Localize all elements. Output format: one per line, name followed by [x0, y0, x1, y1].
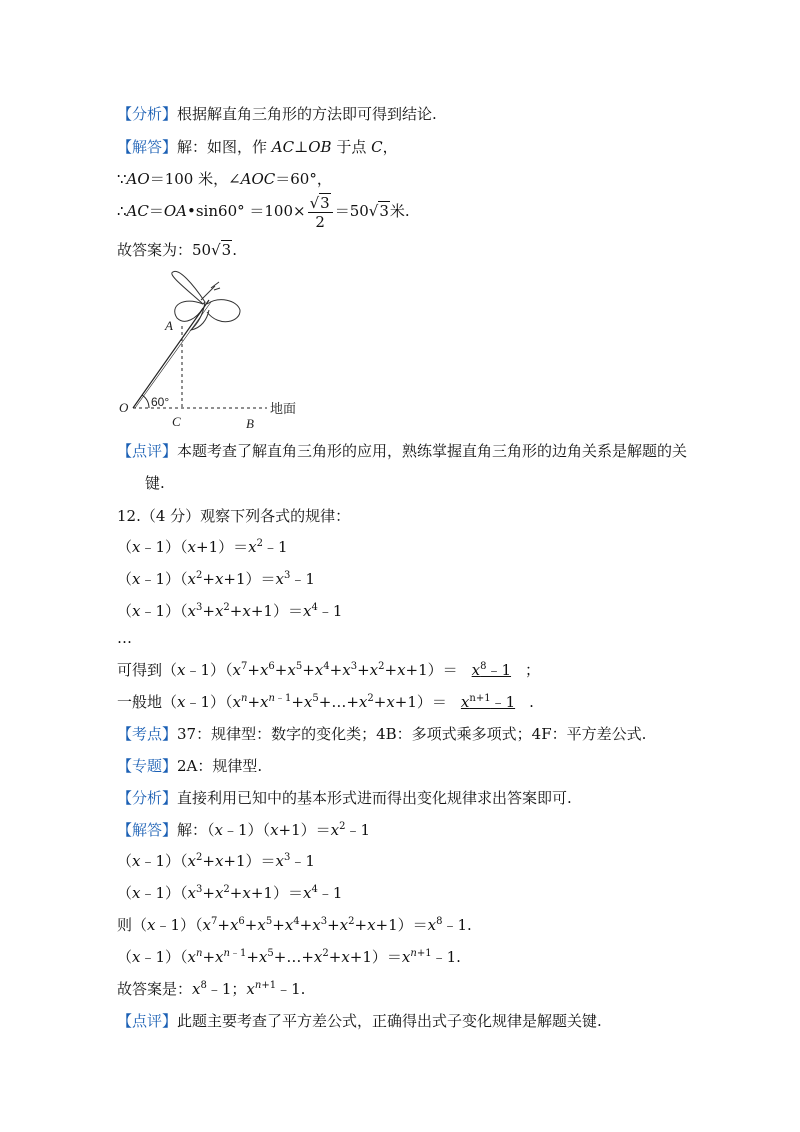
analysis-line-12: 【分析】直接利用已知中的基本形式进而得出变化规律求出答案即可.: [117, 789, 572, 807]
test-point-tag: 【考点】: [117, 725, 178, 743]
comment-tag: 【点评】: [117, 442, 178, 460]
question-12-title: 12.（4 分）观察下列各式的规律：: [117, 507, 351, 525]
solution-line: 【解答】解：如图，作 AC⊥OB 于点 C，: [117, 138, 398, 156]
kite-figure: [115, 266, 315, 434]
comment-line: 【点评】本题考查了解直角三角形的应用，熟练掌握直角三角形的边角关系是解题的关: [117, 442, 688, 460]
fraction-sqrt3-over-2: $\frac{√3}{2}$: [308, 194, 333, 231]
analysis-tag-12: 【分析】: [117, 789, 178, 807]
given-line: ∵AO＝100 米，∠AOC＝60°，: [117, 170, 332, 188]
test-point-line: 【考点】37：规律型：数字的变化类；4B：多项式乘多项式；4F：平方差公式.: [117, 725, 647, 743]
solution-result-1: 则$(x﹣1)(x^7+x^6+x^5+x^4+x^3+x^2+x+1)=x^8﹣1$.: [117, 916, 472, 934]
calculation-line: ∴AC＝OA•sin60° ＝100× $\frac{√3}{2}$ ＝50√3米.: [117, 193, 410, 231]
analysis-text: 根据解直角三角形的方法即可得到结论.: [177, 105, 437, 123]
solution-tag-12: 【解答】: [117, 821, 178, 839]
solution-step-2: $(x﹣1)(x^2+x+1)=x^3﹣1$: [117, 852, 315, 870]
comment-tag-12: 【点评】: [117, 1012, 178, 1030]
topic-tag: 【专题】: [117, 757, 178, 775]
final-answer: 故答案是：$x^8﹣1$；$x^{n+1}﹣1$.: [117, 980, 306, 998]
analysis-line: [117, 104, 437, 124]
label-angle: 60°: [151, 395, 170, 409]
example-2: $(x﹣1)(x^2+x+1)=x^3﹣1$: [117, 570, 315, 588]
solution-line-12: 【解答】解：$(x﹣1)(x+1)=x^2﹣1$: [117, 821, 371, 839]
comment-line-12: 【点评】此题主要考查了平方差公式，正确得出式子变化规律是解题关键.: [117, 1012, 602, 1030]
fill-blank-2: 一般地$(x﹣1)(x^n+x^{n﹣1}+x^5+\dots+x^2+x+1)=$ $x^{n+1}﹣1$ .: [117, 693, 534, 711]
fill-blank-1: 可得到$(x﹣1)(x^7+x^6+x^5+x^4+x^3+x^2+x+1)=$ $x^8﹣1$ ；: [117, 661, 541, 679]
solution-result-2: $(x﹣1)(x^n+x^{n﹣1}+x^5+\dots+x^2+x+1)=x^{n+1}﹣1$.: [117, 948, 461, 966]
label-o: O: [119, 400, 129, 415]
topic-line: 【专题】2A：规律型.: [117, 757, 263, 775]
example-3: $(x﹣1)(x^3+x^2+x+1)=x^4﹣1$: [117, 602, 343, 620]
label-a: A: [165, 318, 173, 333]
solution-tag: 【解答】: [117, 138, 178, 156]
butterfly-kite-drawing: [172, 271, 240, 330]
label-ground: 地面: [270, 402, 297, 417]
example-1: $(x﹣1)(x+1)=x^2﹣1$: [117, 538, 288, 556]
answer-blank-2: $x^{n+1}﹣1$: [460, 693, 516, 711]
solution-step-3: $(x﹣1)(x^3+x^2+x+1)=x^4﹣1$: [117, 884, 343, 902]
answer-line: 故答案为：50√3.: [117, 241, 237, 259]
analysis-tag: 【分析】: [117, 105, 178, 123]
comment-continuation: 键.: [145, 474, 165, 492]
answer-blank-1: $x^8﹣1$: [471, 661, 512, 679]
label-b: B: [246, 416, 254, 431]
label-c: C: [172, 414, 181, 429]
ellipsis: …: [117, 629, 132, 647]
string-line: [133, 300, 209, 408]
